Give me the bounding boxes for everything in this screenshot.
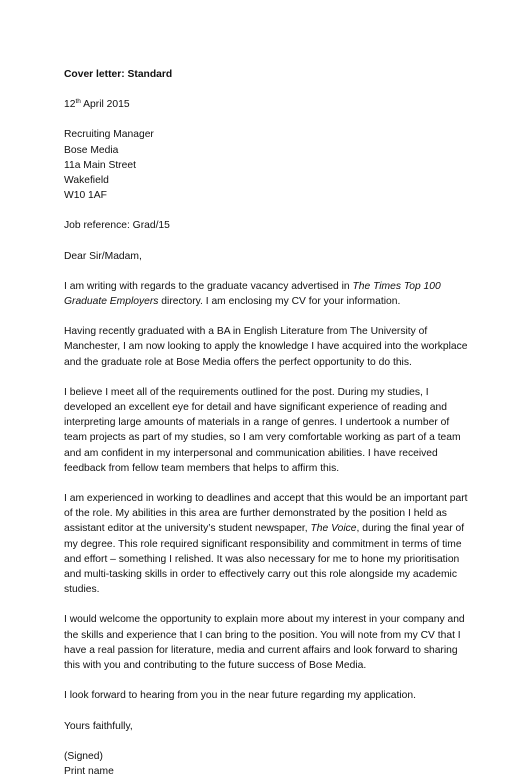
paragraph-4-text: I am experienced in working to deadlines and accept that this would be an important part of the role. My abilities in this area are further demonstrated by the position I held as assistant editor at the university’s student newspaper, — [64, 493, 468, 535]
paragraph-1-text-end: directory. I am enclosing my CV for your information. — [158, 296, 401, 308]
paragraph-4-text-end: , during the final year of my degree. This role required significant responsibility and commitment in terms of time and effort – something I relished. It was also necessary for me to hone my prioritisation and multi-tasking skills in order to effectively carry out this role alongside my academic studies. — [64, 523, 465, 596]
job-reference: Job reference: Grad/15 — [64, 220, 170, 232]
signature-block — [64, 749, 474, 779]
recipient-address — [64, 127, 474, 203]
signed-line: (Signed) — [64, 750, 103, 762]
address-line: Wakefield — [64, 175, 109, 187]
date-day: 12 — [64, 99, 76, 111]
salutation: Dear Sir/Madam, — [64, 250, 142, 262]
address-line: Bose Media — [64, 144, 119, 156]
letter-title: Cover letter: Standard — [64, 69, 173, 80]
paragraph-4 — [64, 491, 474, 597]
address-line: Recruiting Manager — [64, 129, 154, 141]
letter-date — [64, 97, 474, 112]
paragraph-1-text: I am writing with regards to the graduate vacancy advertised in — [64, 280, 353, 292]
paragraph-6: I look forward to hearing from you in the near future regarding my application. — [64, 690, 416, 702]
paragraph-3: I believe I meet all of the requirements outlined for the post. During my studies, I developed an excellent eye for detail and have significant experience of reading and interpreting large amounts of materials in a range of genres. I undertook a number of team projects as part of my studies, so I am very comfortable working as part of a team and am confident in my interpersonal and communication abilities. I have received feedback from fellow team members that helps to affirm this. — [64, 386, 461, 474]
signoff: Yours faithfully, — [64, 720, 133, 732]
publication-title: The Times Top 100 Graduate Employers — [64, 280, 441, 308]
paragraph-2: Having recently graduated with a BA in English Literature from The University of Manchester, I am now looking to apply the knowledge I have acquired into the workplace and the graduate role at Bose Media offers the perfect opportunity to do this. — [64, 326, 468, 368]
print-name-line: Print name — [64, 765, 114, 777]
paragraph-5: I would welcome the opportunity to explain more about my interest in your company and the skills and experience that I can bring to the position. You will note from my CV that I have a real passion for literature, media and current affairs and look forward to sharing this with you and contributing to the future success of Bose Media. — [64, 614, 465, 672]
paragraph-1 — [64, 279, 474, 309]
date-month-year: April 2015 — [80, 99, 130, 111]
address-line: 11a Main Street — [64, 159, 136, 171]
date-suffix: th — [75, 98, 81, 106]
newspaper-title: The Voice — [310, 523, 357, 535]
address-line: W10 1AF — [64, 190, 107, 202]
